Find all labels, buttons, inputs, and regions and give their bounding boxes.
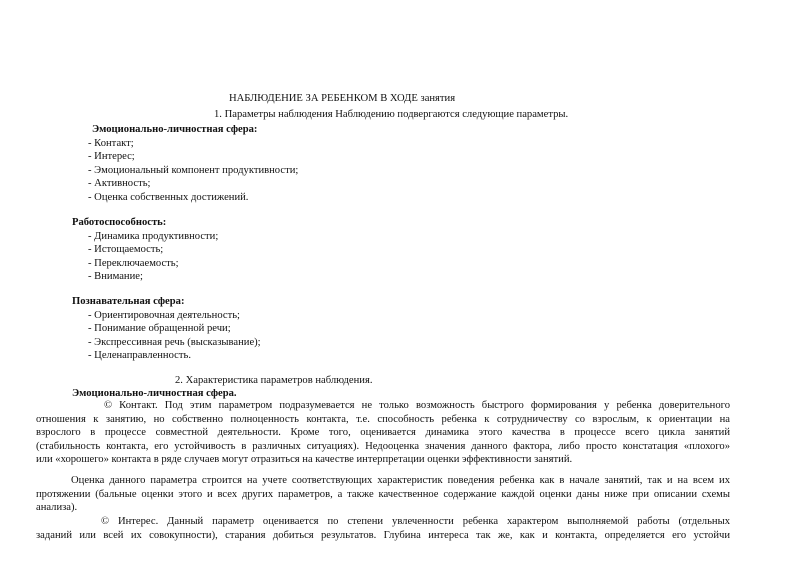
paragraph-line: отношения к занятию, но собственно полноценность контакта, т.е. способность ребенка к сотрудничеству со взрослым, к ориентации на	[36, 413, 730, 425]
list-item: - Экспрессивная речь (высказывание);	[88, 337, 261, 348]
paragraph-line: © Контакт. Под этим параметром подразумевается не только возможность быстрого формирования у ребенка доверительного	[104, 400, 730, 411]
list-item: - Истощаемость;	[88, 244, 164, 255]
section-1-heading: 1. Параметры наблюдения Наблюдению подвергаются следующие параметры.	[214, 109, 569, 120]
section-2-heading: 2. Характеристика параметров наблюдения.	[175, 375, 373, 386]
list-item: - Целенаправленность.	[88, 350, 191, 361]
list-item: - Динамика продуктивности;	[88, 231, 219, 242]
list-item: - Переключаемость;	[88, 258, 179, 269]
paragraph-line: Оценка данного параметра строится на учете соответствующих характеристик поведения ребенка как в начале занятий, так и на всем их	[71, 475, 730, 486]
section-2-subheading: Эмоционально-личностная сфера.	[72, 388, 237, 399]
list-item: - Внимание;	[88, 271, 143, 282]
group-heading-cognitive: Познавательная сфера:	[72, 296, 185, 307]
list-item: - Контакт;	[88, 138, 134, 149]
paragraph-line: анализа).	[36, 502, 78, 514]
group-heading-work-capacity: Работоспособность:	[72, 217, 167, 228]
paragraph-line: протяжении (бальные оценки этого и всех других параметров, а также качественное содержание каждой оценки даны ниже при описании схемы	[36, 488, 730, 500]
paragraph-line: © Интерес. Данный параметр оценивается по степени увлеченности ребенка характером выполняемой работы (отдельных	[101, 516, 730, 527]
list-item: - Оценка собственных достижений.	[88, 192, 249, 203]
paragraph-line: взрослого в процессе совместной деятельности. Кроме того, оценивается динамика этого качества в процессе всего цикла занятий	[36, 427, 730, 439]
list-item: - Эмоциональный компонент продуктивности;	[88, 165, 299, 176]
document-title: НАБЛЮДЕНИЕ ЗА РЕБЕНКОМ В ХОДЕ занятия	[229, 93, 456, 104]
paragraph-interest	[36, 515, 730, 542]
list-item: - Понимание обращенной речи;	[88, 323, 231, 334]
paragraph-contact	[36, 399, 730, 467]
list-item: - Ориентировочная деятельность;	[88, 310, 240, 321]
list-item: - Активность;	[88, 178, 151, 189]
group-heading-emotional: Эмоционально-личностная сфера:	[92, 124, 258, 135]
paragraph-assessment	[36, 474, 730, 515]
paragraph-line: (стабильность контакта, его устойчивость в различных ситуациях). Недооценка значения данного фактора, либо просто констатация «плохого»	[36, 440, 730, 452]
paragraph-line: или «хорошего» контакта в ряде случаев могут отразиться на качестве интерпретации оценки эффективности занятий.	[36, 454, 573, 466]
list-item: - Интерес;	[88, 151, 135, 162]
paragraph-line: заданий или всей их совокупности), старания добиться результатов. Глубина интереса так же, как и контакта, определяется его устойчи	[36, 529, 730, 541]
